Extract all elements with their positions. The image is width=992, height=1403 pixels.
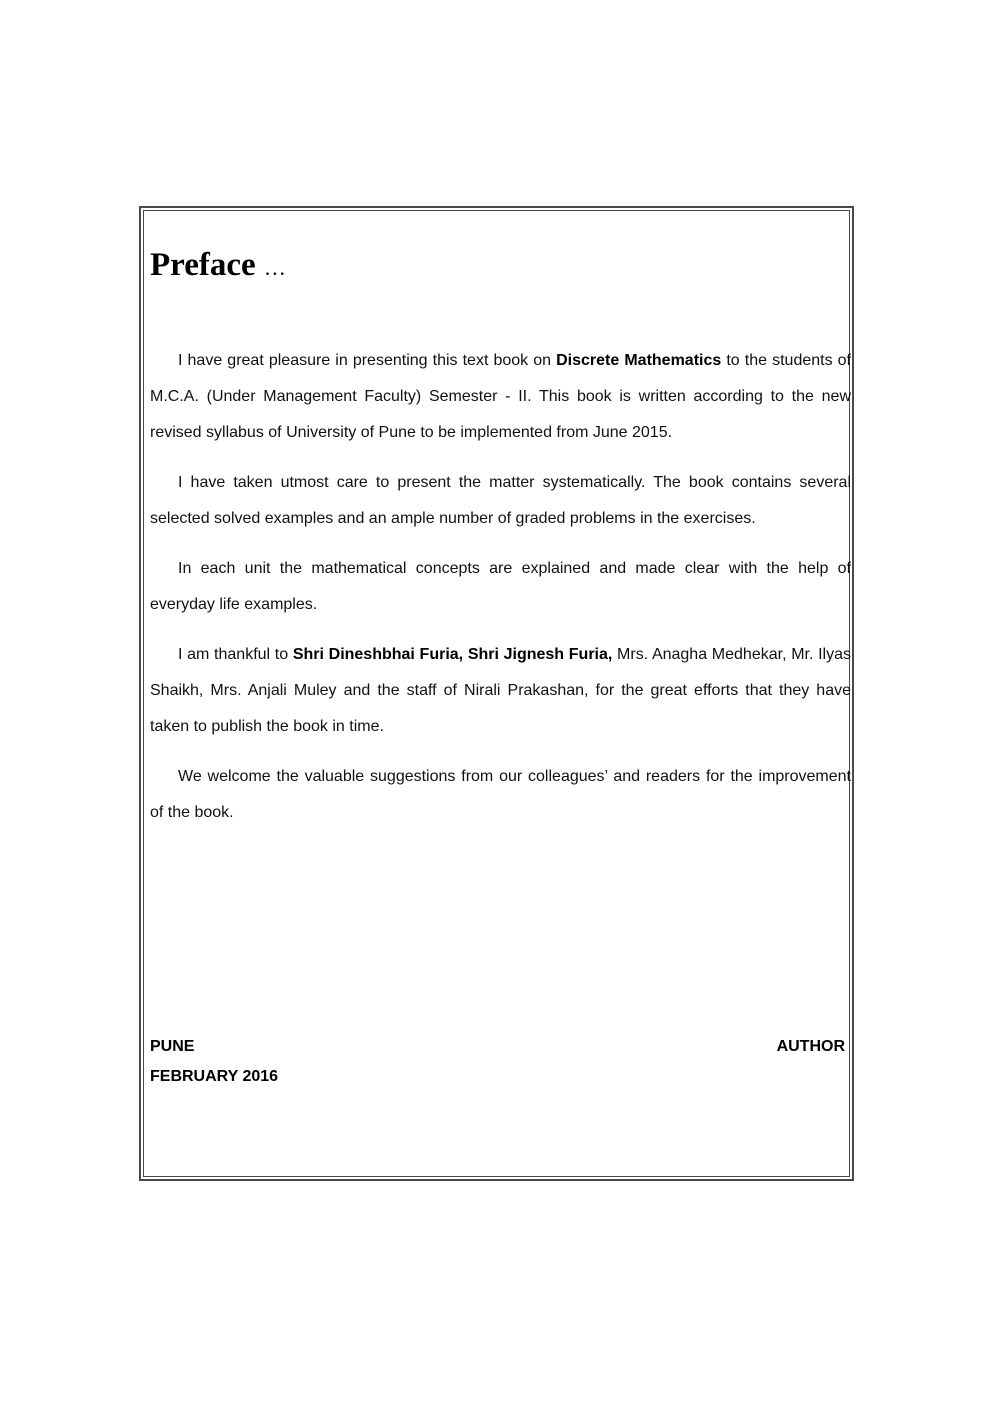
paragraph-1-text-start: I have great pleasure in presenting this text book on	[178, 352, 557, 369]
book-title-bold: Discrete Mathematics	[556, 352, 722, 369]
paragraph-4-text-start: I am thankful to	[178, 646, 293, 663]
page-title	[150, 249, 286, 282]
paragraph-4	[150, 637, 851, 745]
paragraph-1-text-end: to the students of M.C.A. (Under Management Faculty) Semester - II. This book is written according to the new revised syllabus of University of Pune to be implemented from June 2015.	[150, 352, 852, 441]
page-border	[139, 206, 854, 1181]
paragraph-5: We welcome the valuable suggestions from our colleagues’ and readers for the improvement of the book.	[150, 768, 851, 821]
footer-row-bottom	[150, 1069, 845, 1099]
title-text: Preface	[150, 247, 256, 283]
date-label: FEBRUARY 2016	[150, 1068, 279, 1085]
page-border-inner	[143, 210, 850, 1177]
author-label: AUTHOR	[776, 1038, 845, 1055]
title-ellipsis: …	[263, 255, 286, 280]
paragraph-4-text-end: Mrs. Anagha Medhekar, Mr. Ilyas Shaikh, Mrs. Anjali Muley and the staff of Nirali Prakashan, for the great efforts that they have taken to publish the book in time.	[150, 646, 852, 735]
thanked-names-bold: Shri Dineshbhai Furia, Shri Jignesh Furia,	[292, 646, 613, 663]
preface-footer	[150, 1039, 845, 1099]
preface-body	[150, 343, 851, 845]
paragraph-2: I have taken utmost care to present the matter systematically. The book contains several selected solved examples and an ample number of graded problems in the exercises.	[150, 474, 851, 527]
paragraph-3: In each unit the mathematical concepts are explained and made clear with the help of everyday life examples.	[150, 560, 851, 613]
footer-row-top	[150, 1039, 845, 1069]
place-label: PUNE	[150, 1038, 195, 1055]
paragraph-1	[150, 343, 851, 451]
